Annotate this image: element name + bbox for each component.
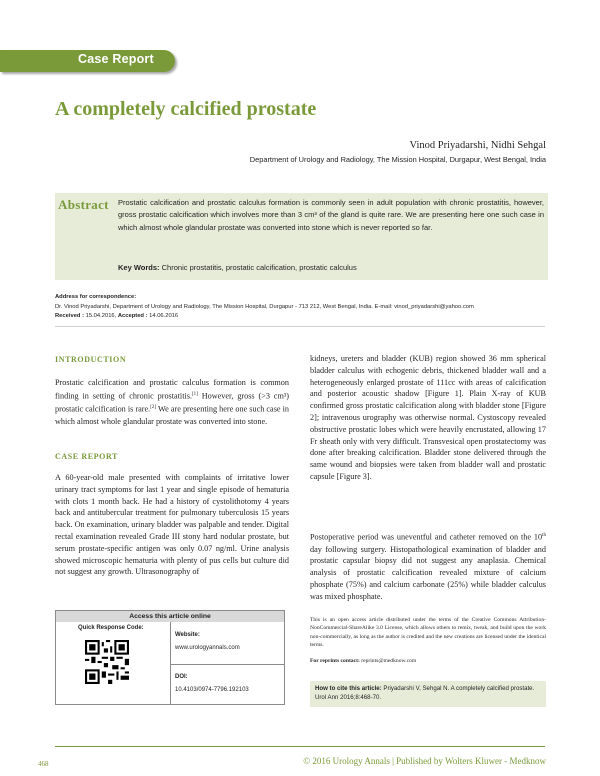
correspondence-label: Address for correspondence: [55, 294, 137, 300]
citation-label: How to cite this article: [315, 685, 382, 692]
website-link[interactable]: www.urologyannals.com [175, 645, 240, 651]
correspondence-address: Dr. Vinod Priyadarshi, Department of Urology and Radiology, The Mission Hospital, Durgapur - 713 212, West Bengal, India. E-mail: vinod_priyadarshi@yahoo.com [55, 303, 474, 310]
license-text: This is an open access article distributed under the terms of the Creative Commons Attribution-NonCommercial-ShareAlike 3.0 License, which allows others to remix, tweak, and build upon the work non-commercially, as long as the author is credited and the new creations are licensed under the identical terms. [310, 617, 546, 649]
access-heading: Access this article online [56, 611, 284, 622]
author-list: Vinod Priyadarshi, Nidhi Sehgal [409, 140, 546, 151]
footer-divider [55, 746, 545, 747]
keywords-list: Chronic prostatitis, prostatic calcification, prostatic calculus [161, 263, 357, 272]
accepted-label: Accepted : [117, 313, 148, 319]
case-paragraph: A 60-year-old male presented with complaints of irritative lower urinary tract symptoms for last 1 year and single episode of hematuria with clots 1 month back. He had a history of cystolithotomy 4 years back and antitubercular treatment for pulmonary tuberculosis 15 years back. On examination, urinary bladder was palpable and tender. Digital rectal examination revealed Grade III stony hard nodular prostate, but serum prostate-specific antigen was only 0.07 ng/ml. Urine analysis showed microscopic hematuria with plenty of pus cells but culture did not suggest any growth. Ultrasonography of [55, 473, 289, 577]
case-heading: CASE REPORT [55, 452, 118, 461]
citation-text [315, 684, 543, 702]
affiliation: Department of Urology and Radiology, The Mission Hospital, Durgapur, West Bengal, India [249, 155, 546, 164]
qr-code-icon[interactable] [85, 640, 129, 684]
reprints-email[interactable]: reprints@medknow.com [361, 658, 417, 664]
reprints-label: For reprints contact: [310, 658, 360, 664]
website-label: Website: [175, 632, 200, 638]
accepted-date: 14.06.2016 [149, 313, 179, 319]
intro-heading: INTRODUCTION [55, 355, 127, 364]
case-continuation: kidneys, ureters and bladder (KUB) region showed 36 mm spherical bladder calculus with echogenic debris, thickened bladder wall and a heterogeneously enlarged prostate of 111cc with areas of calcification and posterior acoustic shadow [Figure 1]. Plain X-ray of KUB confirmed gross prostatic calcification along with bladder stone [Figure 2]; intravenous urography was otherwise normal. Cystoscopy revealed obstructive prostatic lobes which were heavily encrustated, allowing 17 Fr sheath only with very difficult. Transvesical open prostatectomy was done after breaking calcification. Bladder stone delivered through the same wound and biopsies were taken from bladder wall and prostatic capsule [Figure 3]. [310, 354, 546, 481]
article-title: A completely calcified prostate [55, 98, 317, 120]
intro-paragraph: Prostatic calcification and prostatic calculus formation is common finding in setting of chronic prostatitis.[1] However, gross (>3 cm³) prostatic calcification is rare.[2] We are presenting here one such case in which almost whole glandular prostate was converted into stone. [55, 378, 289, 426]
qr-label: Quick Response Code: [78, 625, 144, 631]
reprints-line [310, 658, 416, 664]
abstract-label: Abstract [58, 197, 109, 212]
citation-value: Priyadarshi V, Sehgal N. A completely calcified prostate. Urol Ann 2016;8:468-70. [315, 685, 535, 701]
abstract-text: Prostatic calcification and prostatic calculus formation is commonly seen in adult population with chronic prostatitis, however, gross prostatic calcification which involves more than 3 cm³ of the gland is quite rare. We are presenting here one such case in which almost whole glandular prostate was converted into stone which is never reported so far. [118, 198, 544, 232]
received-date: 15.04.2016, [85, 313, 117, 319]
correspondence-block [55, 293, 555, 322]
received-label: Received : [55, 313, 84, 319]
section-label: Case Report [78, 52, 154, 66]
doi-value[interactable]: 10.4103/0974-7796.192103 [175, 687, 249, 693]
postoperative-paragraph: Postoperative period was uneventful and catheter removed on the 10th day following surgery. Histopathological examination of bladder and prostatic capsular biopsy did not suggest any anaplasia. Chemical analysis of prostatic calcification revealed mixture of calcium phosphate (75%) and calcium carbonate (25%) while bladder calculus was mixed phosphate. [310, 532, 546, 601]
footer-publisher: © 2016 Urology Annals | Published by Wolters Kluwer - Medknow [303, 756, 546, 766]
doi-label: DOI: [175, 674, 188, 680]
keywords [118, 263, 357, 272]
page-number: 468 [38, 760, 49, 768]
divider [55, 326, 545, 327]
keywords-label: Key Words: [118, 263, 160, 272]
access-row-divider [170, 664, 284, 665]
dates-line [55, 312, 555, 322]
access-divider [170, 622, 171, 704]
